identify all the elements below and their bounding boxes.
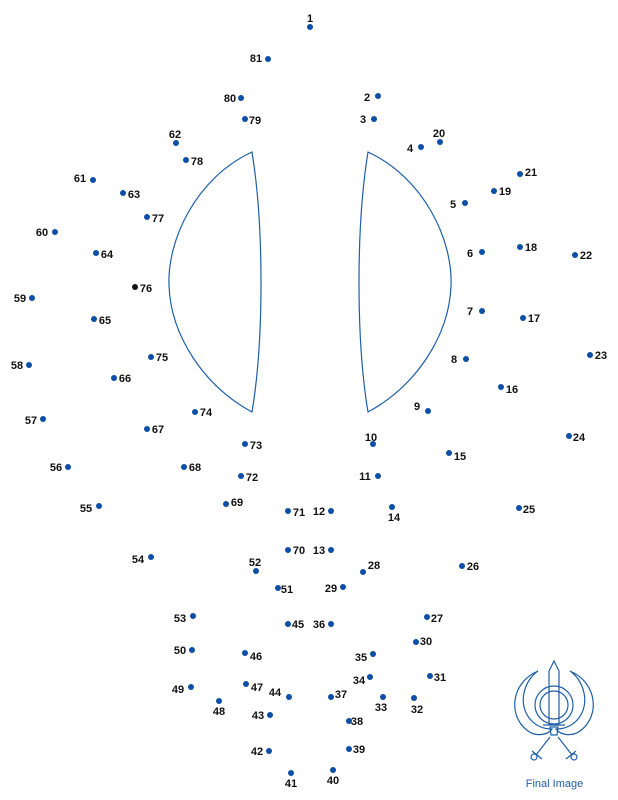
right-blade-outline (359, 152, 451, 412)
dot-label-25: 25 (522, 504, 536, 516)
dot-label-65: 65 (98, 315, 112, 327)
dot-label-13: 13 (312, 545, 326, 557)
dot-27 (424, 614, 430, 620)
dot-label-63: 63 (127, 189, 141, 201)
left-blade-outline (169, 152, 261, 412)
dot-34 (367, 674, 373, 680)
dot-5 (462, 200, 468, 206)
dot-78 (183, 157, 189, 163)
dot-30 (413, 639, 419, 645)
dot-55 (96, 503, 102, 509)
dot-23 (587, 352, 593, 358)
dot-label-54: 54 (131, 554, 145, 566)
dot-label-39: 39 (352, 744, 366, 756)
dot-64 (93, 250, 99, 256)
dot-68 (181, 464, 187, 470)
dot-26 (459, 563, 465, 569)
dot-70 (285, 547, 291, 553)
dot-2 (375, 93, 381, 99)
dot-15 (446, 450, 452, 456)
dot-11 (375, 473, 381, 479)
dot-31 (427, 673, 433, 679)
dot-label-62: 62 (168, 129, 182, 141)
dot-label-7: 7 (466, 306, 474, 318)
dot-label-70: 70 (292, 545, 306, 557)
dot-label-19: 19 (498, 186, 512, 198)
dot-label-71: 71 (292, 507, 306, 519)
dot-60 (52, 229, 58, 235)
dot-label-60: 60 (35, 227, 49, 239)
dot-80 (238, 95, 244, 101)
dot-74 (192, 409, 198, 415)
dot-label-23: 23 (594, 350, 608, 362)
dot-57 (40, 416, 46, 422)
dot-41 (288, 770, 294, 776)
dot-73 (242, 441, 248, 447)
dot-label-33: 33 (374, 702, 388, 714)
dot-24 (566, 433, 572, 439)
dot-label-56: 56 (49, 462, 63, 474)
dot-50 (189, 647, 195, 653)
dot-42 (266, 748, 272, 754)
dot-label-18: 18 (524, 242, 538, 254)
dot-77 (144, 214, 150, 220)
dot-3 (371, 116, 377, 122)
dots-layer (11, 13, 607, 790)
dot-label-74: 74 (199, 407, 213, 419)
dot-9 (425, 408, 431, 414)
dot-label-34: 34 (352, 675, 366, 687)
dot-label-52: 52 (248, 557, 262, 569)
dot-label-17: 17 (527, 313, 541, 325)
dot-69 (223, 501, 229, 507)
dot-25 (516, 505, 522, 511)
dot-67 (144, 426, 150, 432)
dot-label-59: 59 (13, 293, 27, 305)
dot-19 (491, 188, 497, 194)
dot-61 (90, 177, 96, 183)
dot-label-79: 79 (248, 115, 262, 127)
dot-label-29: 29 (324, 583, 338, 595)
dot-44 (286, 694, 292, 700)
dot-label-38: 38 (350, 716, 364, 728)
dot-label-61: 61 (73, 173, 87, 185)
dot-14 (389, 504, 395, 510)
dot-48 (216, 698, 222, 704)
dot-label-66: 66 (118, 373, 132, 385)
dot-17 (520, 315, 526, 321)
dot-label-67: 67 (151, 424, 165, 436)
dot-63 (120, 190, 126, 196)
dot-43 (267, 712, 273, 718)
dot-label-73: 73 (249, 440, 263, 452)
dot-label-1: 1 (306, 13, 314, 25)
dot-28 (360, 569, 366, 575)
dot-76 (132, 284, 138, 290)
dot-32 (411, 695, 417, 701)
dot-label-45: 45 (291, 619, 305, 631)
dot-label-31: 31 (433, 672, 447, 684)
dot-label-36: 36 (312, 619, 326, 631)
dot-56 (65, 464, 71, 470)
dot-label-40: 40 (326, 775, 340, 787)
dot-label-64: 64 (100, 249, 114, 261)
dot-40 (330, 767, 336, 773)
dot-label-69: 69 (230, 497, 244, 509)
dot-label-10: 10 (364, 432, 378, 444)
dot-label-80: 80 (223, 93, 237, 105)
dot-66 (111, 375, 117, 381)
dot-8 (463, 356, 469, 362)
dot-72 (238, 473, 244, 479)
dot-label-2: 2 (363, 92, 371, 104)
dot-label-14: 14 (387, 512, 401, 524)
dot-label-78: 78 (190, 156, 204, 168)
dot-label-58: 58 (10, 360, 24, 372)
dot-label-50: 50 (173, 645, 187, 657)
dot-label-77: 77 (151, 213, 165, 225)
dot-6 (479, 249, 485, 255)
dot-59 (29, 295, 35, 301)
dot-label-12: 12 (312, 506, 326, 518)
dot-4 (418, 144, 424, 150)
dot-label-11: 11 (359, 471, 371, 483)
dot-label-35: 35 (354, 652, 368, 664)
dot-label-44: 44 (268, 687, 282, 699)
dot-label-42: 42 (250, 746, 264, 758)
dot-label-28: 28 (367, 560, 381, 572)
dot-label-68: 68 (188, 462, 202, 474)
dot-label-55: 55 (79, 503, 93, 515)
dot-label-22: 22 (579, 250, 593, 262)
dot-label-72: 72 (245, 472, 259, 484)
dot-37 (328, 694, 334, 700)
final-image-caption: Final Image (525, 778, 584, 790)
dot-71 (285, 508, 291, 514)
dot-label-26: 26 (466, 561, 480, 573)
dot-label-4: 4 (406, 143, 414, 155)
dot-label-5: 5 (449, 199, 457, 211)
dot-label-21: 21 (524, 167, 538, 179)
dot-label-20: 20 (432, 128, 446, 140)
dot-label-9: 9 (413, 401, 421, 413)
dot-46 (242, 650, 248, 656)
dot-label-51: 51 (280, 584, 294, 596)
dot-label-16: 16 (505, 384, 519, 396)
dot-label-46: 46 (249, 651, 263, 663)
dot-36 (328, 621, 334, 627)
dot-21 (517, 171, 523, 177)
dot-label-43: 43 (251, 710, 265, 722)
dot-7 (479, 308, 485, 314)
dot-label-75: 75 (155, 352, 169, 364)
dot-47 (243, 681, 249, 687)
khanda-icon (515, 661, 594, 760)
dot-label-49: 49 (171, 684, 185, 696)
dot-29 (340, 584, 346, 590)
dot-label-48: 48 (212, 706, 226, 718)
dot-13 (328, 547, 334, 553)
dot-18 (517, 244, 523, 250)
dot-81 (265, 56, 271, 62)
dot-label-57: 57 (24, 415, 38, 427)
dot-54 (148, 554, 154, 560)
dot-label-15: 15 (453, 451, 467, 463)
dot-33 (380, 694, 386, 700)
dot-label-3: 3 (359, 114, 367, 126)
dot-16 (498, 384, 504, 390)
dot-label-8: 8 (450, 354, 458, 366)
dot-label-81: 81 (249, 53, 263, 65)
dot-label-32: 32 (410, 704, 424, 716)
dot-label-6: 6 (466, 248, 474, 260)
dot-65 (91, 316, 97, 322)
dot-58 (26, 362, 32, 368)
dot-22 (572, 252, 578, 258)
dot-35 (370, 651, 376, 657)
dot-label-30: 30 (419, 636, 433, 648)
dot-12 (328, 508, 334, 514)
dot-label-41: 41 (284, 778, 298, 790)
dot-label-24: 24 (572, 432, 586, 444)
dot-79 (242, 116, 248, 122)
dot-label-76: 76 (139, 283, 153, 295)
dot-49 (188, 684, 194, 690)
dot-label-47: 47 (250, 682, 264, 694)
dot-label-53: 53 (173, 613, 187, 625)
dot-label-27: 27 (430, 613, 444, 625)
dot-label-37: 37 (334, 689, 348, 701)
dot-39 (346, 746, 352, 752)
dot-53 (190, 613, 196, 619)
dot-75 (148, 354, 154, 360)
dot-45 (285, 621, 291, 627)
